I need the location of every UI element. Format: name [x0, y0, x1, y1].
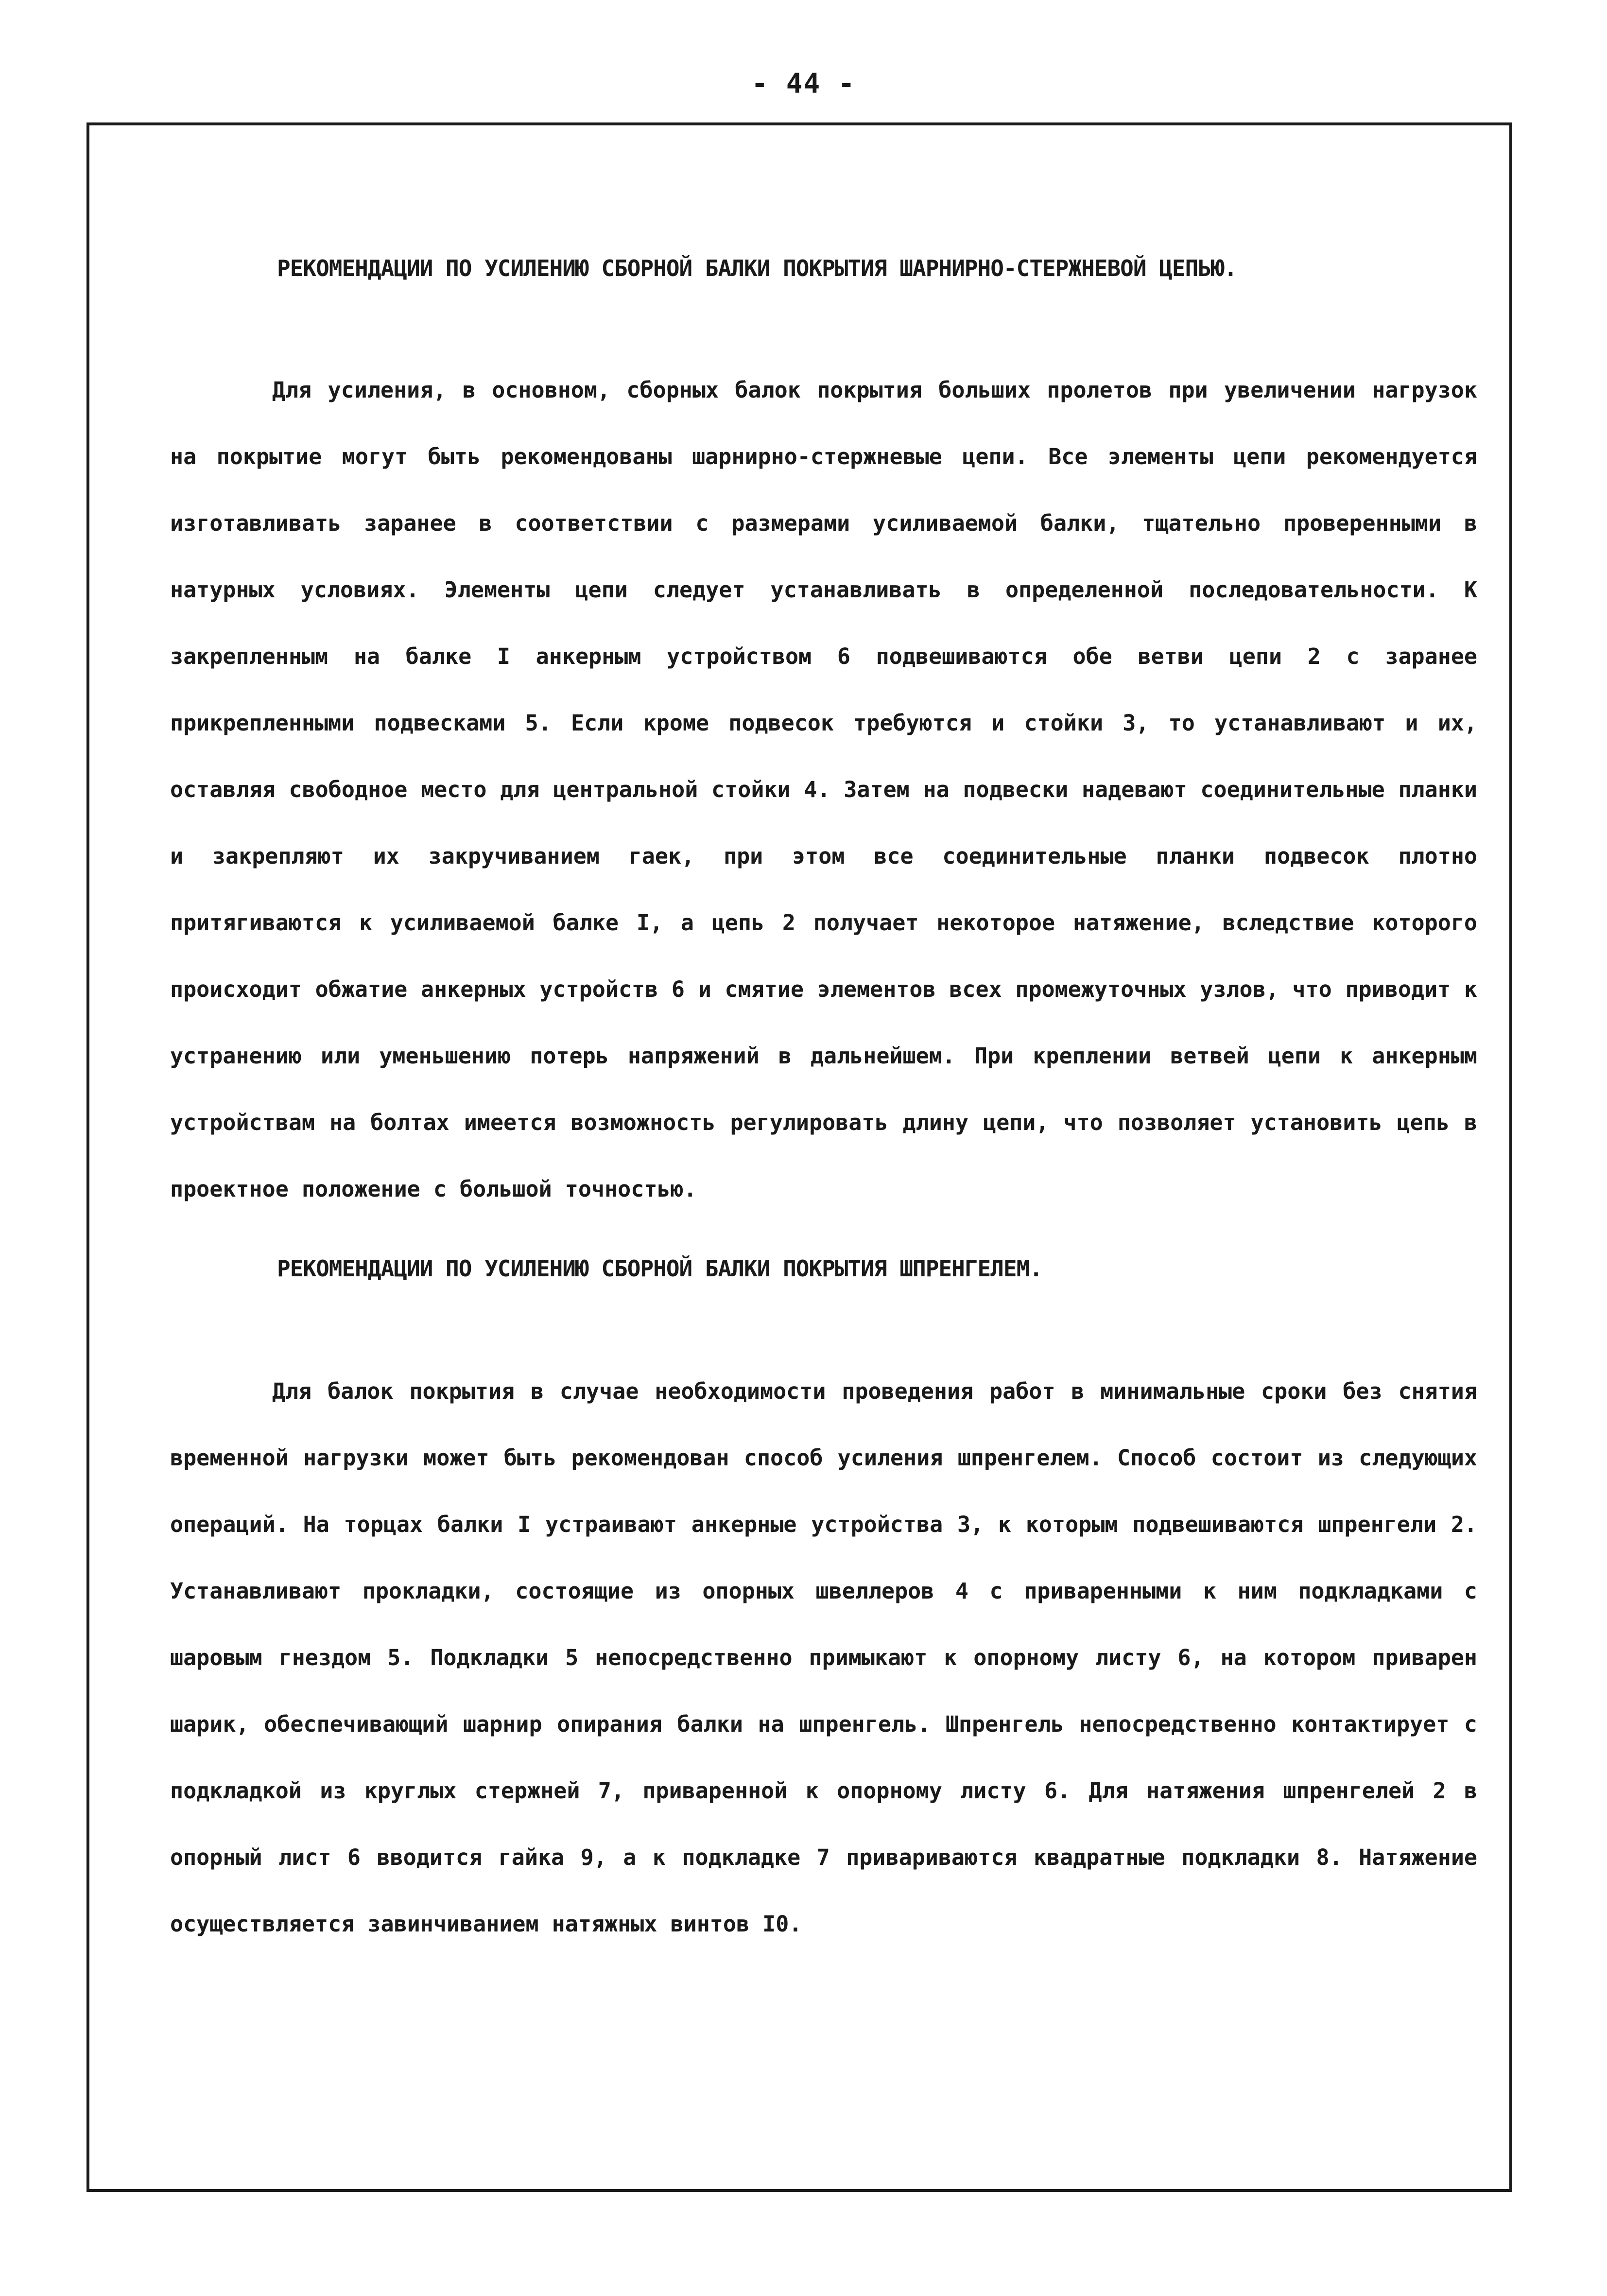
section-heading-sprengel: РЕКОМЕНДАЦИИ ПО УСИЛЕНИЮ СБОРНОЙ БАЛКИ ПОКРЫТИЯ ШПРЕНГЕЛЕМ.: [277, 1255, 1042, 1282]
section-paragraph-chain: Для усиления, в основном, сборных балок покрытия больших пролетов при увеличении нагрузок на покрытие могут быть рекомендованы шарнирно-стержневые цепи. Все элементы цепи рекомендуется изготавливать заранее в соответствии с размерами усиливаемой балки, тщательно проверенными в натурных условиях. Элементы цепи следует устанавливать в определенной последовательности. К закрепленным на балке I анкерным устройством 6 подвешиваются обе ветви цепи 2 с заранее прикрепленными подвесками 5. Если кроме подвесок требуются и стойки 3, то устанавливают и их, оставляя свободное место для центральной стойки 4. Затем на подвески надевают соединительные планки и закрепляют их закручиванием гаек, при этом все соединительные планки подвесок плотно притягиваются к усиливаемой балке I, а цепь 2 получает некоторое натяжение, вследствие которого происходит обжатие анкерных устройств 6 и смятие элементов всех промежуточных узлов, что приводит к устранению или уменьшению потерь напряжений в дальнейшем. При креплении ветвей цепи к анкерным устройствам на болтах имеется возможность регулировать длину цепи, что позволяет установить цепь в проектное положение с большой точностью.: [170, 377, 1477, 1202]
section-paragraph-sprengel: Для балок покрытия в случае необходимости проведения работ в минимальные сроки без снятия временной нагрузки может быть рекомендован способ усиления шпренгелем. Способ состоит из следующих операций. На торцах балки I устраивают анкерные устройства 3, к которым подвешиваются шпренгели 2. Устанавливают прокладки, состоящие из опорных швеллеров 4 с приваренными к ним подкладками с шаровым гнездом 5. Подкладки 5 непосредственно примыкают к опорному листу 6, на котором приварен шарик, обеспечивающий шарнир опирания балки на шпренгель. Шпренгель непосредственно контактирует с подкладкой из круглых стержней 7, приваренной к опорному листу 6. Для натяжения шпренгелей 2 в опорный лист 6 вводится гайка 9, а к подкладке 7 привариваются квадратные подкладки 8. Натяжение осуществляется завинчиванием натяжных винтов I0.: [170, 1378, 1477, 1937]
page-number: - 44 -: [751, 68, 856, 100]
section-heading-chain: РЕКОМЕНДАЦИИ ПО УСИЛЕНИЮ СБОРНОЙ БАЛКИ ПОКРЫТИЯ ШАРНИРНО-СТЕРЖНЕВОЙ ЦЕПЬЮ.: [277, 255, 1237, 281]
